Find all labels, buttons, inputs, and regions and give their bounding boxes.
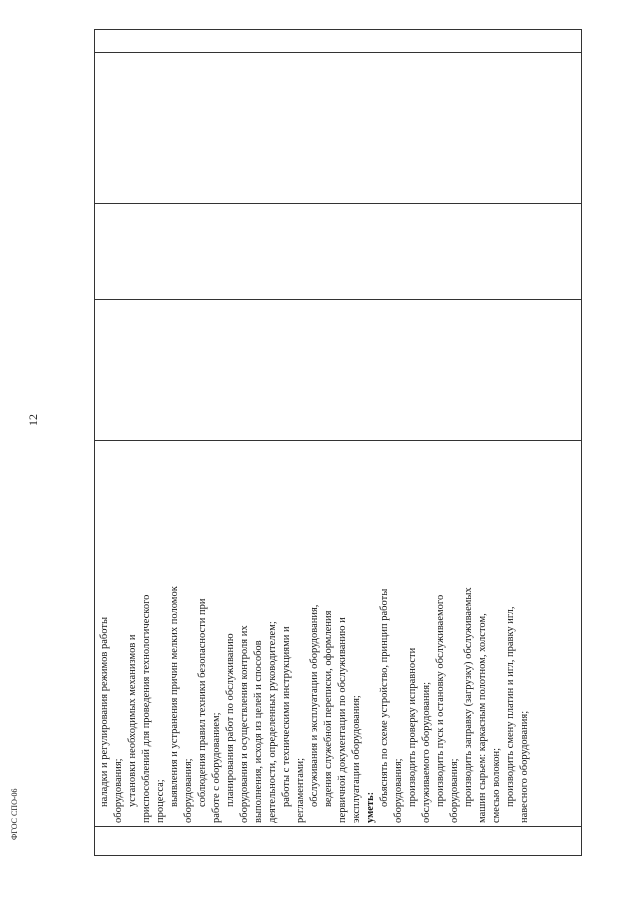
text-line: производить заправку (загрузку) обслуживаемых bbox=[463, 587, 474, 807]
text-line: регламентами; bbox=[295, 757, 306, 823]
page-number: 12 bbox=[26, 414, 40, 426]
text-line: оборудования; bbox=[183, 758, 194, 823]
text-line: оборудования; bbox=[113, 758, 124, 823]
text-line: деятельности, определенных руководителем; bbox=[267, 621, 278, 823]
text-line: обслуживаемого оборудования; bbox=[421, 681, 432, 823]
text-line: объяснять по схеме устройство, принцип работы bbox=[379, 588, 390, 807]
table-cell-competencies bbox=[95, 30, 582, 53]
text-line: соблюдения правил техники безопасности при bbox=[197, 598, 208, 807]
text-line: оборудования; bbox=[449, 758, 460, 823]
footer-standard-code: ФГОС СПО-06 bbox=[10, 788, 19, 840]
table-cell-code bbox=[95, 827, 582, 856]
text-line: смесью волокон; bbox=[491, 748, 502, 823]
table-cell-hours-class bbox=[95, 204, 582, 300]
text-line: работы с техническими инструкциями и bbox=[281, 626, 292, 807]
text-line: установки необходимых механизмов и bbox=[127, 634, 138, 807]
text-line: эксплуатации оборудования; bbox=[351, 695, 362, 823]
text-line: первичной документации по обслуживанию и bbox=[337, 617, 348, 823]
text-line: машин сырьем: каркасным полотном, холстом, bbox=[477, 613, 488, 823]
text-line: ведения служебной переписки, оформления bbox=[323, 610, 334, 807]
table-row bbox=[95, 30, 582, 856]
competency-table bbox=[94, 29, 582, 856]
text-line: оборудования и осуществления контроля их bbox=[239, 625, 250, 823]
table-cell-hours-max bbox=[95, 300, 582, 441]
table-cell-discipline bbox=[95, 53, 582, 204]
text-line: приспособлений для проведения технологического bbox=[141, 594, 152, 823]
text-line: производить смену платин и игл, правку игл, bbox=[505, 606, 516, 807]
text-line: работе с оборудованием; bbox=[211, 712, 222, 823]
text-line: оборудования; bbox=[393, 758, 404, 823]
rotated-table-area bbox=[94, 36, 582, 856]
text-line: производить проверку исправности bbox=[407, 647, 418, 807]
content-text bbox=[95, 441, 532, 826]
text-line: производить пуск и остановку обслуживаемого bbox=[435, 594, 446, 807]
text-line: процесса; bbox=[155, 779, 166, 823]
text-line: уметь: bbox=[365, 791, 376, 823]
text-line: навесного оборудования; bbox=[519, 710, 530, 823]
text-line: обслуживания и эксплуатации оборудования, bbox=[309, 604, 320, 807]
table-cell-content bbox=[95, 441, 582, 827]
text-line: наладки и регулирования режимов работы bbox=[99, 616, 110, 807]
text-line: выполнения, исходя из целей и способов bbox=[253, 640, 264, 823]
text-line: планирования работ по обслуживанию bbox=[225, 633, 236, 807]
text-line: выявления и устранения причин мелких поломок bbox=[169, 586, 180, 807]
